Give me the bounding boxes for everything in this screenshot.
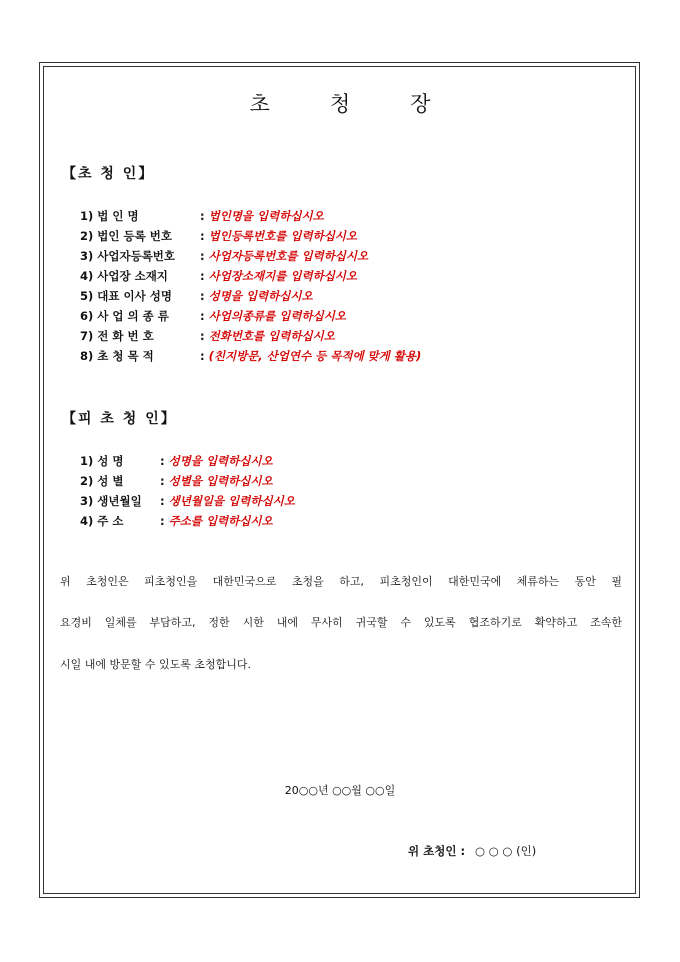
field-label: 2) 성 별: [80, 474, 124, 488]
field-value[interactable]: 법인등록번호를 입력하십시오: [208, 229, 358, 243]
colon: :: [200, 289, 205, 303]
inviter-item-ceo-name: [80, 286, 421, 306]
colon: :: [200, 229, 205, 243]
colon: :: [200, 349, 205, 363]
title-char-1: 초: [249, 92, 270, 116]
invitee-item-name: [80, 451, 295, 471]
colon: :: [200, 249, 205, 263]
field-label: 5) 대표 이사 성명: [80, 289, 172, 303]
field-value[interactable]: (친지방문, 산업연수 등 목적에 맞게 활용): [208, 349, 422, 363]
field-value[interactable]: 성명을 입력하십시오: [208, 289, 313, 303]
field-value[interactable]: 사업장소재지를 입력하십시오: [208, 269, 358, 283]
field-value[interactable]: 전화번호를 입력하십시오: [208, 329, 335, 343]
body-paragraph-line-3: 시일 내에 방문할 수 있도록 초청합니다.: [60, 658, 251, 671]
field-value[interactable]: 사업자등록번호를 입력하십시오: [208, 249, 369, 263]
body-paragraph-line-2: 요경비 일체를 부담하고, 정한 시한 내에 무사히 귀국할 수 있도록 협조하기로 확약하고 조속한: [60, 616, 622, 629]
inviter-item-company-name: [80, 206, 421, 226]
inviter-item-business-reg-no: [80, 246, 421, 266]
inviter-item-corp-reg-no: [80, 226, 421, 246]
field-label: 8) 초 청 목 적: [80, 349, 154, 363]
field-label: 1) 법 인 명: [80, 209, 139, 223]
colon: :: [200, 309, 205, 323]
field-label: 4) 사업장 소재지: [80, 269, 168, 283]
body-paragraph-line-1: 위 초청인은 피초청인을 대한민국으로 초청을 하고, 피초청인이 대한민국에 체류하는 동안 필: [60, 575, 622, 588]
field-value[interactable]: 성명을 입력하십시오: [168, 454, 273, 468]
signature-value[interactable]: ○ ○ ○ (인): [475, 844, 537, 858]
colon: :: [200, 329, 205, 343]
invitee-item-birthdate: [80, 491, 295, 511]
field-label: 3) 생년월일: [80, 494, 142, 508]
title-char-2: 청: [329, 92, 351, 116]
inviter-list: [80, 206, 421, 366]
inviter-item-purpose: [80, 346, 421, 366]
field-label: 1) 성 명: [80, 454, 124, 468]
field-value[interactable]: 법인명을 입력하십시오: [208, 209, 324, 223]
field-value[interactable]: 생년월일을 입력하십시오: [168, 494, 295, 508]
inviter-item-phone: [80, 326, 421, 346]
colon: :: [200, 269, 205, 283]
field-value[interactable]: 사업의종류를 입력하십시오: [208, 309, 346, 323]
colon: :: [160, 494, 165, 508]
inviter-heading: 【초 청 인】: [62, 166, 155, 182]
field-label: 2) 법인 등록 번호: [80, 229, 172, 243]
field-label: 6) 사 업 의 종 류: [80, 309, 169, 323]
colon: :: [160, 474, 165, 488]
document-title: [0, 88, 680, 118]
field-value[interactable]: 성별을 입력하십시오: [168, 474, 273, 488]
document-date: 20○○년 ○○월 ○○일: [284, 784, 396, 797]
field-label: 7) 전 화 번 호: [80, 329, 154, 343]
field-value[interactable]: 주소를 입력하십시오: [168, 514, 273, 528]
colon: :: [160, 454, 165, 468]
signature-line: [408, 843, 536, 859]
colon: :: [160, 514, 165, 528]
signature-label: 위 초청인 :: [408, 844, 466, 858]
colon: :: [200, 209, 205, 223]
invitee-item-address: [80, 511, 295, 531]
title-char-3: 장: [410, 92, 431, 116]
field-label: 3) 사업자등록번호: [80, 249, 176, 263]
inviter-item-business-type: [80, 306, 421, 326]
field-label: 4) 주 소: [80, 514, 124, 528]
invitee-list: [80, 451, 295, 531]
inviter-item-business-address: [80, 266, 421, 286]
invitee-item-gender: [80, 471, 295, 491]
invitee-heading: 【피 초 청 인】: [62, 411, 177, 427]
